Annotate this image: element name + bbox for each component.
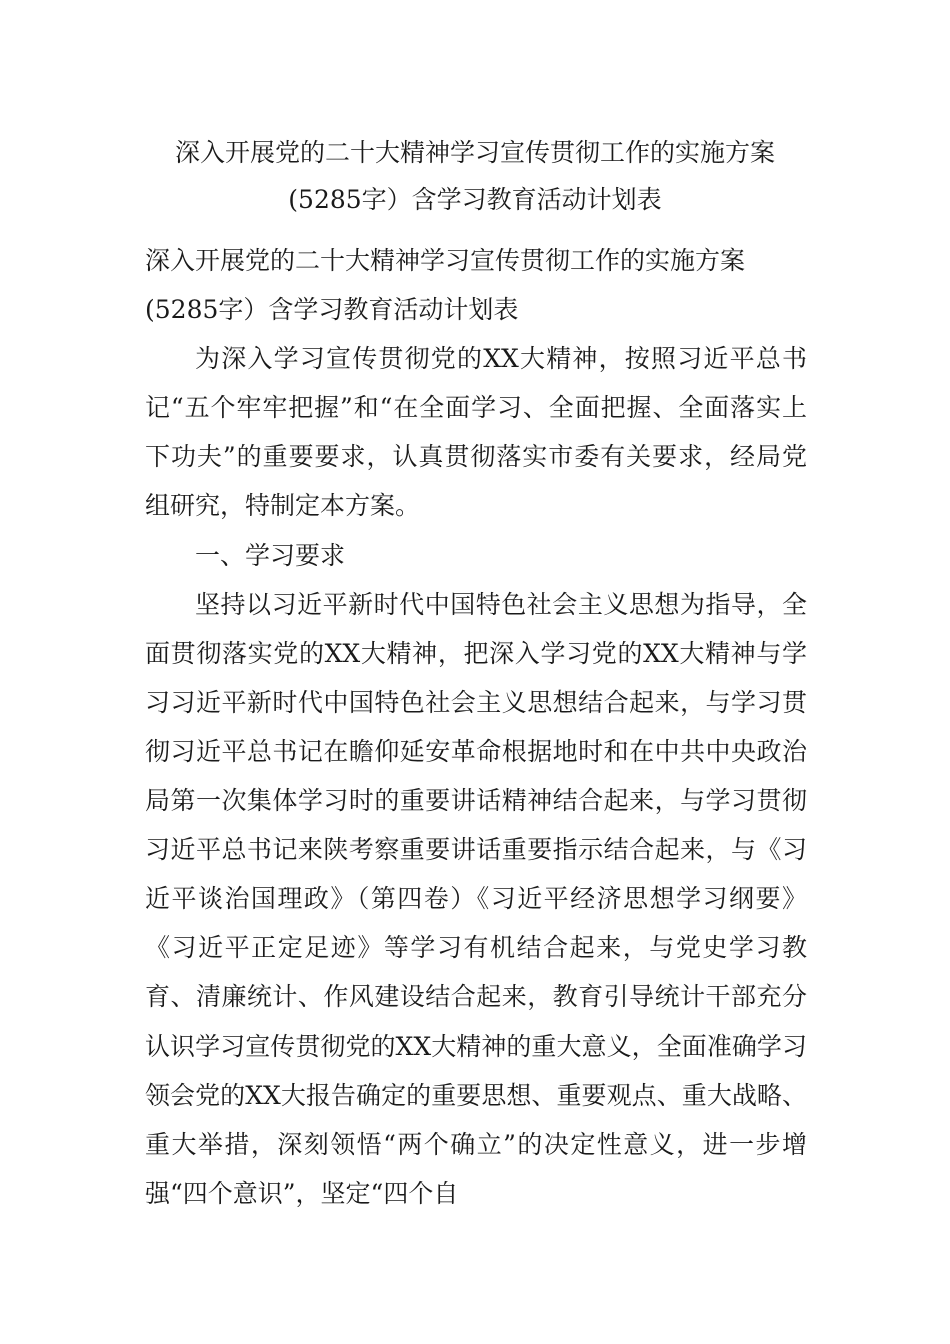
document-body [145, 236, 807, 1218]
section-paragraph: 坚持以习近平新时代中国特色社会主义思想为指导，全面贯彻落实党的XX大精神，把深入学习党的XX大精神与学习习近平新时代中国特色社会主义思想结合起来，与学习贯彻习近平总书记在瞻仰延安革命根据地时和在中共中央政治局第一次集体学习时的重要讲话精神结合起来，与学习贯彻习近平总书记来陕考察重要讲话重要指示结合起来，与《习近平谈治国理政》（第四卷）《习近平经济思想学习纲要》《习近平正定足迹》等学习有机结合起来，与党史学习教育、清廉统计、作风建设结合起来，教育引导统计干部充分认识学习宣传贯彻党的XX大精神的重大意义，全面准确学习领会党的XX大报告确定的重要思想、重要观点、重大战略、重大举措，深刻领悟“两个确立”的决定性意义，进一步增强“四个意识”，坚定“四个自 [145, 589, 807, 1208]
section-heading: 一、学习要求 [195, 540, 346, 570]
document-title-line-2: (5285字）含学习教育活动计划表 [288, 185, 662, 214]
repeat-title-line-1: 深入开展党的二十大精神学习宣传贯彻工作的实施方案 [145, 246, 746, 275]
intro-paragraph: 为深入学习宣传贯彻党的XX大精神，按照习近平总书记“五个牢牢把握”和“在全面学习、全面把握、全面落实上下功夫”的重要要求，认真贯彻落实市委有关要求，经局党组研究，特制定本方案。 [145, 344, 807, 521]
repeat-title-line-2: (5285字）含学习教育活动计划表 [145, 295, 519, 325]
document-title-line-1: 深入开展党的二十大精神学习宣传贯彻工作的实施方案 [174, 138, 775, 167]
